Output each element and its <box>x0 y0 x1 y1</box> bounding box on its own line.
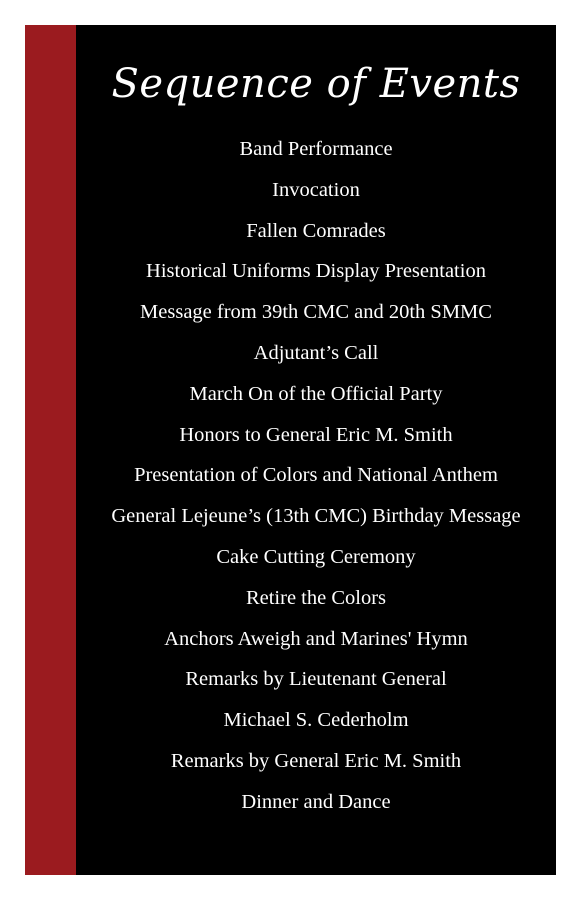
page-title: Sequence of Events <box>111 61 521 107</box>
event-item: March On of the Official Party <box>189 382 443 405</box>
event-item: Band Performance <box>239 138 393 160</box>
event-list <box>76 129 556 823</box>
event-item: Anchors Aweigh and Marines' Hymn <box>164 627 468 650</box>
event-item: Historical Uniforms Display Presentation <box>146 260 486 283</box>
event-item: Remarks by Lieutenant General <box>185 668 447 691</box>
event-item: Cake Cutting Ceremony <box>216 545 416 568</box>
event-item: Fallen Comrades <box>246 219 386 242</box>
red-accent-bar <box>25 25 76 875</box>
event-item: General Lejeune’s (13th CMC) Birthday Message <box>111 505 521 528</box>
event-item: Presentation of Colors and National Anthem <box>134 464 498 487</box>
event-item: Invocation <box>272 178 360 201</box>
event-item: Message from 39th CMC and 20th SMMC <box>140 301 492 324</box>
program-content <box>76 25 556 875</box>
program-card <box>25 25 556 875</box>
event-item: Dinner and Dance <box>241 790 391 813</box>
event-item: Honors to General Eric M. Smith <box>179 423 453 446</box>
event-item: Adjutant’s Call <box>253 341 379 364</box>
event-item: Retire the Colors <box>245 586 387 609</box>
event-item: Remarks by General Eric M. Smith <box>170 749 462 772</box>
event-item: Michael S. Cederholm <box>223 709 409 732</box>
